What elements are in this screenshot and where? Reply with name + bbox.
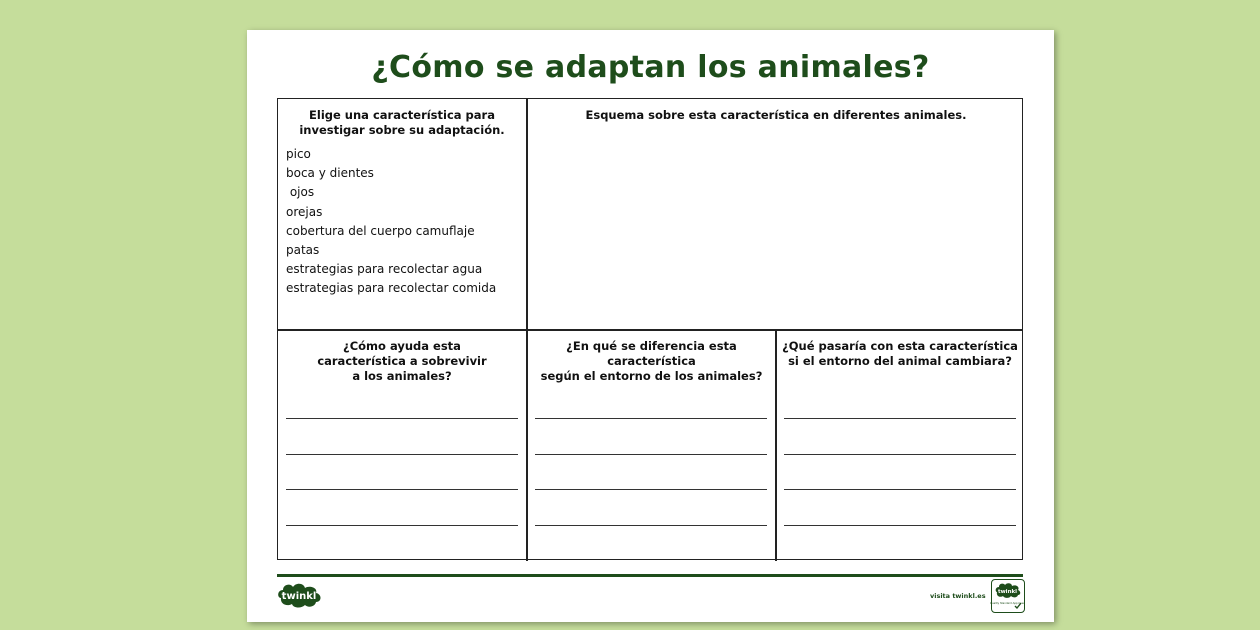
- answer-line[interactable]: [286, 489, 518, 490]
- list-item: patas: [286, 243, 320, 258]
- list-item: pico: [286, 147, 311, 161]
- question-difference: [528, 339, 775, 384]
- diagram-heading: Esquema sobre esta característica en diferentes animales.: [585, 108, 967, 122]
- question-difference-line1: ¿En qué se diferencia esta característica: [566, 339, 737, 368]
- characteristic-list: [286, 145, 496, 299]
- list-item: estrategias para recolectar comida: [286, 281, 497, 296]
- diagram-drawing-area[interactable]: [530, 129, 1020, 325]
- answer-line[interactable]: [784, 418, 1016, 419]
- question-change-line1: ¿Qué pasaría con esta característica: [782, 339, 1018, 353]
- answer-line[interactable]: [535, 454, 767, 455]
- page-title: ¿Cómo se adaptan los animales?: [371, 50, 930, 85]
- list-item: boca y dientes: [286, 166, 374, 181]
- worksheet-grid: [277, 98, 1023, 560]
- list-item: ojos: [286, 185, 315, 200]
- question-survival-line2: característica a sobrevivir: [317, 354, 487, 368]
- quality-badge-sub: Quality Standard Approved: [989, 602, 1026, 605]
- answer-line[interactable]: [286, 454, 518, 455]
- twinkl-logo-text: twinkl: [281, 591, 317, 602]
- answer-line[interactable]: [535, 418, 767, 419]
- answer-line[interactable]: [784, 454, 1016, 455]
- answer-line[interactable]: [535, 489, 767, 490]
- question-survival-line1: ¿Cómo ayuda esta: [343, 339, 461, 353]
- answer-line[interactable]: [784, 525, 1016, 526]
- answer-line[interactable]: [286, 525, 518, 526]
- question-change: [777, 339, 1023, 369]
- answer-line[interactable]: [784, 489, 1016, 490]
- answer-line[interactable]: [286, 418, 518, 419]
- divider-vertical-top: [526, 99, 528, 330]
- characteristic-heading-line2: investigar sobre su adaptación.: [299, 123, 505, 137]
- answer-line[interactable]: [535, 525, 767, 526]
- list-item: cobertura del cuerpo camuflaje: [286, 223, 475, 238]
- list-item: orejas: [286, 204, 323, 219]
- question-survival: [278, 339, 526, 384]
- divider-horizontal: [278, 329, 1022, 331]
- characteristic-heading-line1: Elige una característica para: [309, 108, 495, 122]
- footer-rule: [277, 574, 1023, 577]
- quality-badge-title: twinkl: [997, 589, 1018, 595]
- question-difference-line2: según el entorno de los animales?: [540, 369, 763, 383]
- quality-badge: [991, 579, 1025, 613]
- characteristic-heading: [278, 108, 526, 138]
- visit-link[interactable]: visita twinkl.es: [930, 592, 986, 600]
- question-change-line2: si el entorno del animal cambiara?: [788, 354, 1012, 368]
- question-survival-line3: a los animales?: [352, 369, 452, 383]
- list-item: estrategias para recolectar agua: [286, 262, 483, 277]
- worksheet-page: [247, 30, 1054, 622]
- twinkl-logo: [275, 580, 325, 610]
